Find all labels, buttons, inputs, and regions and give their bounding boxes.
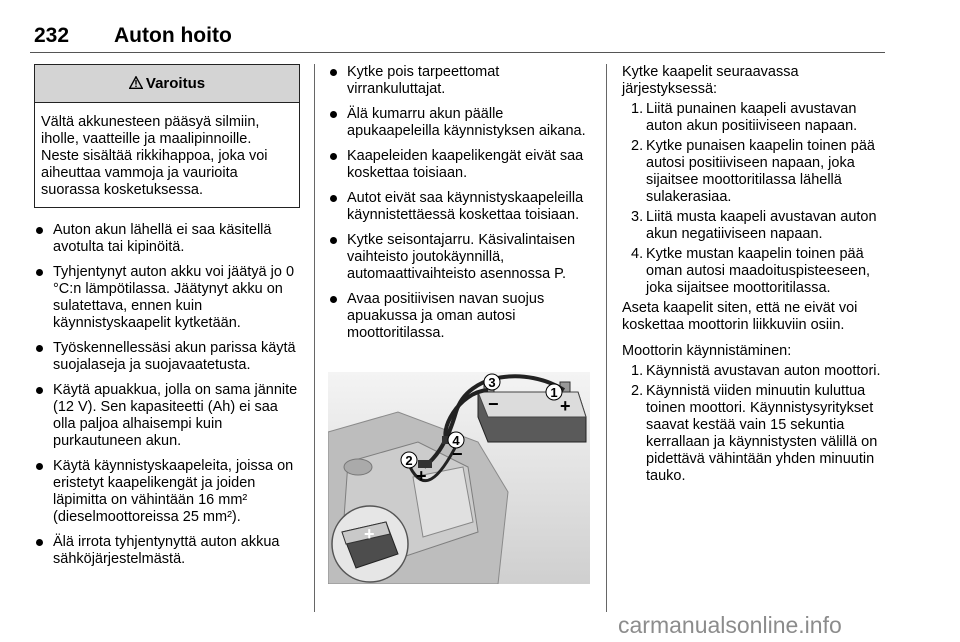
column-1	[34, 64, 300, 576]
warning-header	[35, 65, 299, 103]
precaution-list-2	[328, 64, 596, 342]
page-header	[30, 22, 885, 53]
minus-sign: −	[452, 444, 463, 464]
list-item: 3. Liitä musta kaapeli avustavan auton akun negatiiviseen napaan.	[631, 209, 877, 242]
list-item: 1. Käynnistä avustavan auton moottori.	[631, 363, 881, 379]
cable-placement-note: Aseta kaapelit siten, että ne eivät voi koskettaa moottorin liikkuviin osiin.	[622, 300, 858, 333]
watermark: carmanualsonline.info	[618, 612, 842, 638]
precaution-list-1	[34, 222, 300, 568]
list-item: Autot eivät saa käynnistyskaapeleilla käynnistettäessä koskettaa toisiaan.	[328, 190, 596, 224]
callout-3: 3	[488, 375, 496, 390]
list-item: 2. Käynnistä viiden minuutin kuluttua toinen moottori. Käynnistysyritykset saavat kestää vain 15 sekuntia kerrallaan ja käynnistysten välillä on pidettävä vähintään yhden minuutin tauko.	[631, 383, 878, 484]
plus-sign: +	[364, 524, 375, 544]
warning-box	[34, 64, 300, 208]
column-3	[622, 64, 888, 488]
page-title: Auton hoito	[114, 24, 232, 47]
connection-steps	[622, 101, 888, 297]
plus-sign: +	[416, 466, 427, 486]
list-item: 2. Kytke punaisen kaapelin toinen pää autosi positiiviseen napaan, joka sijaitsee moottoritilassa lähellä sulakerasiaa.	[631, 138, 875, 205]
plus-sign: +	[560, 396, 571, 416]
callout-2: 2	[405, 453, 413, 468]
list-item: Auton akun lähellä ei saa käsitellä avotulta tai kipinöitä.	[34, 222, 300, 256]
list-item: Tyhjentynyt auton akku voi jäätyä jo 0 °C:n lämpötilassa. Jäätynyt akku on sulatettava, ennen kuin käynnistyskaapelit kytketään.	[34, 264, 300, 332]
list-item: Avaa positiivisen navan suojus apuakussa ja oman autosi moottoritilassa.	[328, 291, 596, 342]
list-item: Kaapeleiden kaapelikengät eivät saa koskettaa toisiaan.	[328, 148, 596, 182]
warning-triangle-icon	[129, 65, 143, 102]
list-item: 4. Kytke mustan kaapelin toinen pää oman autosi maadoituspisteeseen, joka sijaitsee moottoritilassa.	[631, 246, 871, 296]
callout-1: 1	[550, 385, 558, 400]
list-item: Käytä käynnistyskaapeleita, joissa on eristetyt kaapelikengät ja joiden läpimitta on vähintään 16 mm² (dieselmoottoreissa 25 mm²).	[34, 458, 300, 526]
list-item: Käytä apuakkua, jolla on sama jännite (12 V). Sen kapasiteetti (Ah) ei saa olla paljoa alhaisempi kuin purkautuneen akun.	[34, 382, 300, 450]
connection-intro: Kytke kaapelit seuraavassa järjestyksessä:	[622, 64, 799, 97]
list-item: Kytke pois tarpeettomat virrankuluttajat.	[328, 64, 596, 98]
list-item: Työskennellessäsi akun parissa käytä suojalaseja ja suojavaatetusta.	[34, 340, 300, 374]
column-divider	[314, 64, 315, 612]
list-item: 1. Liitä punainen kaapeli avustavan auton akun positiiviseen napaan.	[631, 101, 858, 134]
column-divider	[606, 64, 607, 612]
callout-4: 4	[452, 433, 460, 448]
engine-start-heading: Moottorin käynnistäminen:	[622, 343, 792, 359]
warning-text: Vältä akkunesteen pääsyä silmiin, iholle, vaatteille ja maalipinnoille. Neste sisältää rikkihappoa, joka voi aiheuttaa vammoja ja vaurioita suorassa kosketuksessa.	[41, 114, 268, 198]
list-item: Kytke seisontajarru. Käsivalintaisen vaihteisto joutokäynnillä, automaattivaihteisto asennossa P.	[328, 232, 596, 283]
list-item: Älä irrota tyhjentynyttä auton akkua sähköjärjestelmästä.	[34, 534, 300, 568]
minus-sign: −	[488, 394, 499, 414]
column-2	[328, 64, 596, 350]
list-item: Älä kumarru akun päälle apukaapeleilla käynnistyksen aikana.	[328, 106, 596, 140]
page-number: 232	[34, 24, 70, 47]
jump-start-illustration	[328, 372, 590, 584]
engine-start-steps	[622, 363, 888, 485]
warning-heading: Varoitus	[145, 75, 206, 92]
